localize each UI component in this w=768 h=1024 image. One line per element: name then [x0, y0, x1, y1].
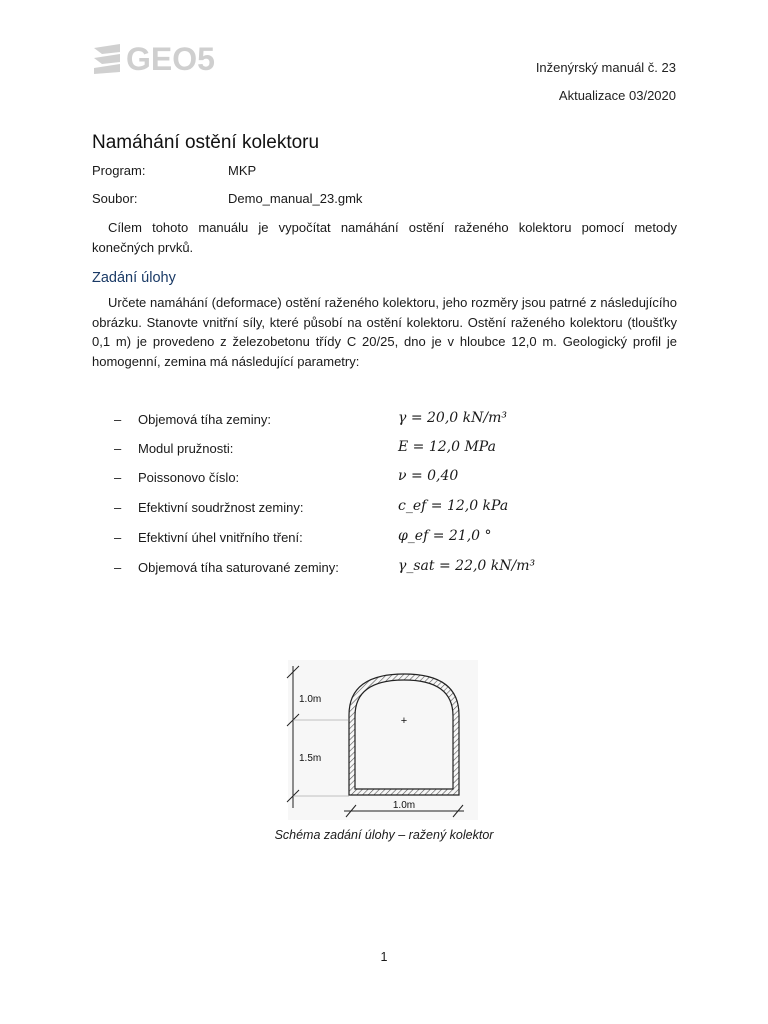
- figure-caption: Schéma zadání úlohy – ražený kolektor: [274, 828, 494, 842]
- geo5-logo: [92, 40, 232, 76]
- param-dash: –: [114, 441, 122, 456]
- param-label: Modul pružnosti:: [138, 441, 234, 456]
- param-dash: –: [114, 412, 122, 427]
- file-label: Soubor:: [92, 191, 138, 206]
- param-formula: φ_ef = 21,0 °: [398, 528, 492, 544]
- param-row: [0, 468, 768, 490]
- param-row: [0, 558, 768, 580]
- param-label: Efektivní soudržnost zeminy:: [138, 500, 304, 515]
- dim-bottom-label: 1.0m: [392, 800, 416, 811]
- intro-paragraph: Cílem tohoto manuálu je vypočítat namáhání ostění raženého kolektoru pomocí metody konečných prvků.: [92, 220, 677, 255]
- param-dash: –: [114, 470, 122, 485]
- update-date: Aktualizace 03/2020: [558, 88, 676, 103]
- dim-mid-label: 1.5m: [299, 753, 322, 764]
- manual-number: Inženýrský manuál č. 23: [535, 60, 676, 75]
- page-title: Namáhání ostění kolektoru: [92, 132, 320, 153]
- param-formula: ν = 0,40: [398, 468, 459, 484]
- param-formula: c_ef = 12,0 kPa: [398, 498, 509, 514]
- param-formula: γ = 20,0 kN/m³: [398, 410, 507, 426]
- param-label: Efektivní úhel vnitřního tření:: [138, 530, 303, 545]
- file-value: Demo_manual_23.gmk: [228, 191, 363, 206]
- param-formula: γ_sat = 22,0 kN/m³: [398, 558, 536, 574]
- dim-top-label: 1.0m: [299, 694, 322, 705]
- section-title: Zadání úlohy: [92, 270, 176, 286]
- program-label: Program:: [92, 163, 146, 178]
- page-number: 1: [380, 950, 388, 964]
- param-formula: E = 12,0 MPa: [398, 439, 496, 455]
- logo-mark: [94, 44, 120, 74]
- param-label: Objemová tíha saturované zeminy:: [138, 560, 339, 575]
- param-dash: –: [114, 560, 122, 575]
- center-mark: +: [400, 715, 408, 727]
- param-label: Poissonovo číslo:: [138, 470, 240, 485]
- param-row: [0, 498, 768, 520]
- task-paragraph: Určete namáhání (deformace) ostění raženého kolektoru, jeho rozměry jsou patrné z následujícího obrázku. Stanovte vnitřní síly, které působí na ostění kolektoru. Ostění raženého kolektoru (tloušťky 0,1 m) je provedeno z železobetonu třídy C 20/25, dno je v hloubce 12,0 m. Geologický profil je homogenní, zemina má následující parametry:: [92, 295, 677, 369]
- param-label: Objemová tíha zeminy:: [138, 412, 271, 427]
- param-dash: –: [114, 500, 122, 515]
- tunnel-diagram: [282, 660, 482, 820]
- program-value: MKP: [228, 163, 257, 178]
- param-dash: –: [114, 530, 122, 545]
- param-row: [0, 410, 768, 432]
- param-row: [0, 528, 768, 550]
- logo-text: GEO5: [126, 41, 215, 76]
- param-row: [0, 439, 768, 461]
